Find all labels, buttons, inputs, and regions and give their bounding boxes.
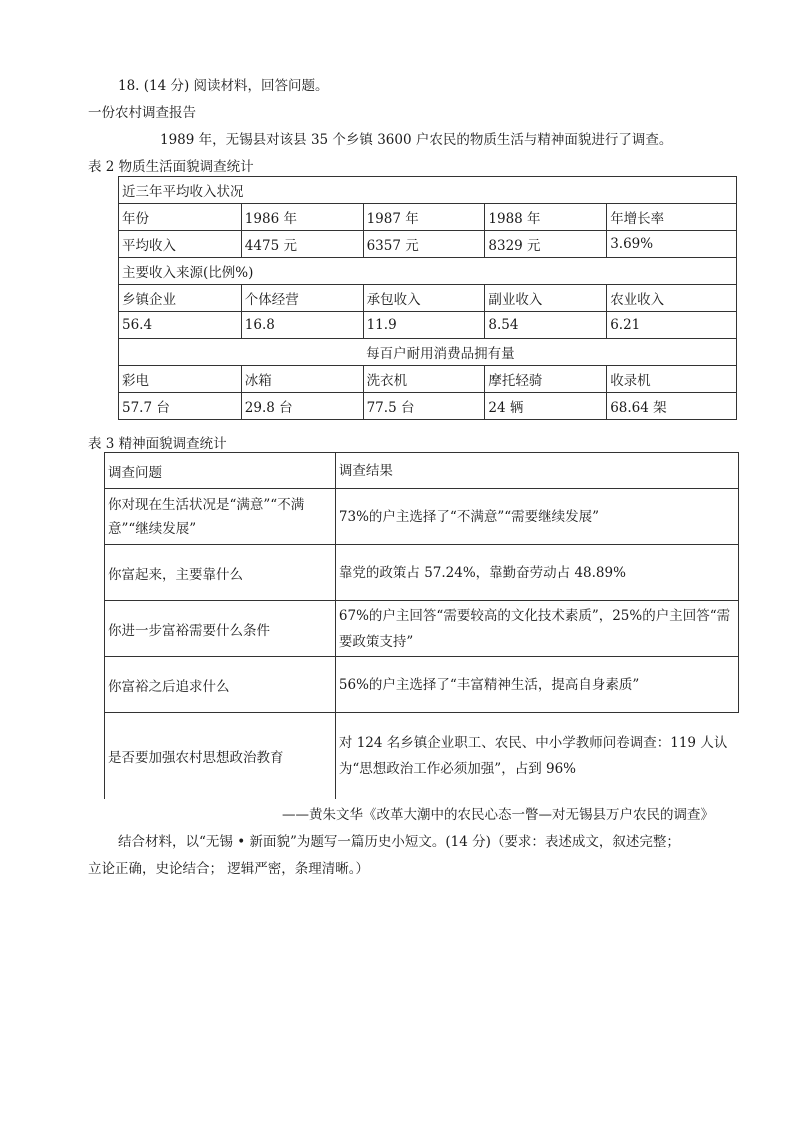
table-row <box>119 366 737 393</box>
table-row <box>105 657 739 713</box>
table-cell-question: 你富起来，主要靠什么 <box>105 545 336 601</box>
table-row <box>119 312 737 339</box>
table-cell-question: 你进一步富裕需要什么条件 <box>105 601 336 657</box>
table-cell: 57.7 台 <box>119 393 242 420</box>
section-income-label: 近三年平均收入状况 <box>119 177 737 204</box>
table-cell: 3.69% <box>607 231 737 258</box>
table3-caption: 表 3 精神面貌调查统计 <box>88 436 227 452</box>
table-cell-result: 67%的户主回答“需要较高的文化技术素质”，25%的户主回答“需要政策支持” <box>335 601 738 657</box>
table-cell: 6357 元 <box>363 231 485 258</box>
table-cell: 56.4 <box>119 312 242 339</box>
table-cell: 6.21 <box>607 312 737 339</box>
table-cell-result: 靠党的政策占 57.24%，靠勤奋劳动占 48.89% <box>335 545 738 601</box>
table-cell: 77.5 台 <box>363 393 485 420</box>
table-cell: 摩托轻骑 <box>485 366 607 393</box>
table-cell <box>119 339 364 366</box>
table-cell: 68.64 架 <box>607 393 737 420</box>
table-cell: 1987 年 <box>363 204 485 231</box>
table-row <box>119 339 737 366</box>
report-title: 一份农村调查报告 <box>88 105 196 121</box>
table-row <box>119 258 737 285</box>
table-row <box>119 204 737 231</box>
table-cell: 平均收入 <box>119 231 242 258</box>
table-cell: 8329 元 <box>485 231 607 258</box>
table-cell: 收录机 <box>607 366 737 393</box>
table-row <box>105 601 739 657</box>
table-header-question: 调查问题 <box>105 453 336 489</box>
table-row <box>119 285 737 312</box>
table-cell: 16.8 <box>241 312 363 339</box>
section-durables-label: 每百户耐用消费品拥有量 <box>363 339 736 366</box>
table-row <box>105 713 739 799</box>
table-cell-result: 对 124 名乡镇企业职工、农民、中小学教师问卷调查：119 人认为“思想政治工作必须加强”，占到 96% <box>335 713 738 799</box>
task-line-1: 结合材料，以“无锡 • 新面貌”为题写一篇历史小短文。(14 分)（要求：表述成文，叙述完整； <box>118 834 680 850</box>
table-cell: 年增长率 <box>607 204 737 231</box>
table-cell: 冰箱 <box>241 366 363 393</box>
table-cell: 承包收入 <box>363 285 485 312</box>
table-cell: 1986 年 <box>241 204 363 231</box>
table-cell: 副业收入 <box>485 285 607 312</box>
table-row <box>105 489 739 545</box>
table-cell-result: 73%的户主选择了“不满意”“需要继续发展” <box>335 489 738 545</box>
table-row <box>119 393 737 420</box>
material-life-table <box>118 176 737 420</box>
table-cell: 8.54 <box>485 312 607 339</box>
table-cell: 个体经营 <box>241 285 363 312</box>
table-cell: 4475 元 <box>241 231 363 258</box>
table-cell: 11.9 <box>363 312 485 339</box>
table-cell: 29.8 台 <box>241 393 363 420</box>
table-cell-question: 你富裕之后追求什么 <box>105 657 336 713</box>
table-cell: 24 辆 <box>485 393 607 420</box>
table-header-result: 调查结果 <box>335 453 738 489</box>
table-cell: 洗衣机 <box>363 366 485 393</box>
table-row <box>105 545 739 601</box>
question-number-line: 18. (14 分) 阅读材料，回答问题。 <box>118 78 329 94</box>
intro-text: 1989 年，无锡县对该县 35 个乡镇 3600 户农民的物质生活与精神面貌进行了调查。 <box>160 132 673 148</box>
table-cell: 1988 年 <box>485 204 607 231</box>
task-line-2: 立论正确，史论结合； 逻辑严密，条理清晰。） <box>88 861 370 877</box>
section-sources-label: 主要收入来源(比例%) <box>119 258 737 285</box>
table-row <box>105 453 739 489</box>
table-cell-question: 是否要加强农村思想政治教育 <box>105 713 336 799</box>
source-citation: ——黄朱文华《改革大潮中的农民心态一瞥—对无锡县万户农民的调查》 <box>282 807 714 823</box>
table-row <box>119 231 737 258</box>
table-cell-result: 56%的户主选择了“丰富精神生活，提高自身素质” <box>335 657 738 713</box>
table-cell: 农业收入 <box>607 285 737 312</box>
table-cell-question: 你对现在生活状况是“满意”“不满意”“继续发展” <box>105 489 336 545</box>
table-row <box>119 177 737 204</box>
table-cell: 年份 <box>119 204 242 231</box>
spirit-survey-table <box>104 452 739 799</box>
table-cell: 彩电 <box>119 366 242 393</box>
table2-caption: 表 2 物质生活面貌调查统计 <box>88 159 254 175</box>
table-cell: 乡镇企业 <box>119 285 242 312</box>
